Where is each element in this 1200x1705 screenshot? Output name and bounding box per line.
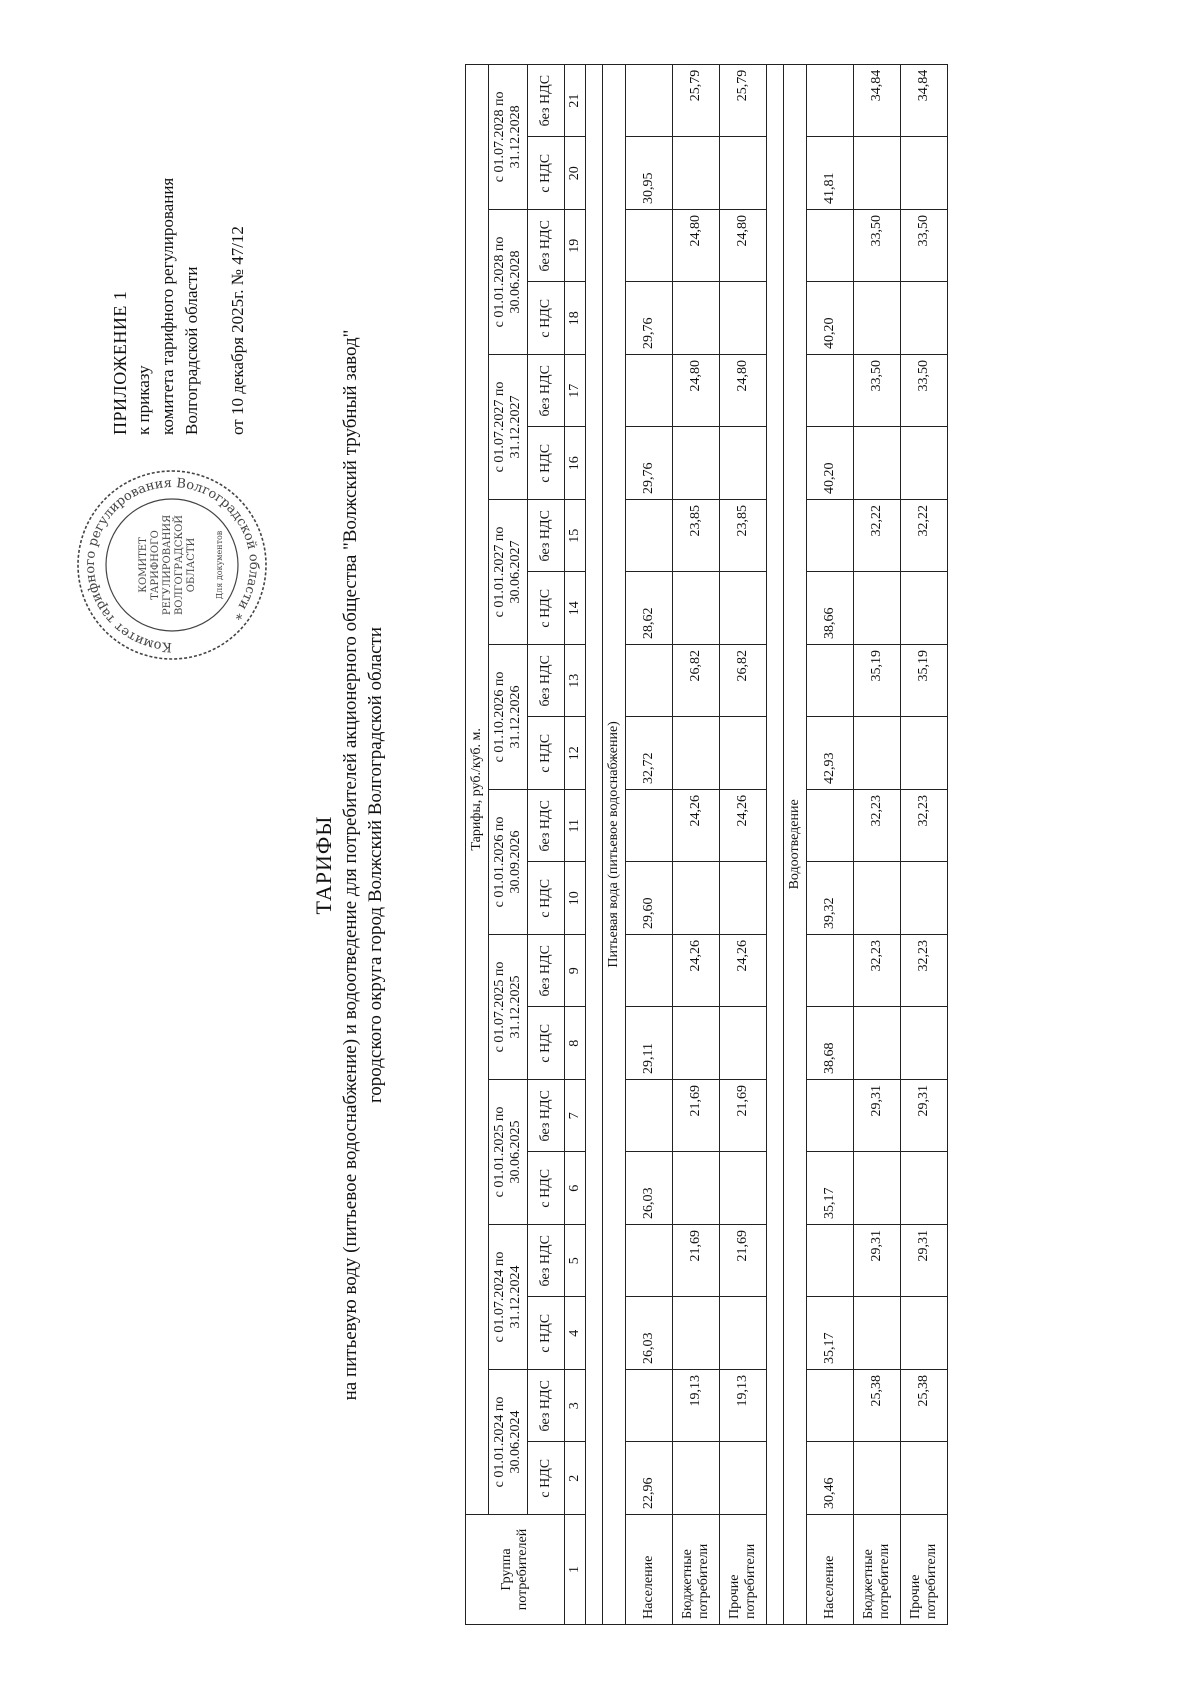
tariff-without-vat: 35,19 — [854, 645, 901, 718]
tariff-with-vat: 26,03 — [626, 1297, 673, 1370]
tariff-with-vat — [720, 1152, 767, 1225]
column-number: 18 — [565, 282, 586, 355]
tariff-with-vat — [854, 1297, 901, 1370]
document-title: ТАРИФЫ — [311, 815, 336, 915]
tariff-without-vat: 33,50 — [901, 355, 948, 428]
tariff-with-vat — [673, 1007, 720, 1080]
tariff-without-vat: 25,38 — [854, 1370, 901, 1443]
tariff-without-vat: 26,82 — [720, 645, 767, 718]
tariff-with-vat — [901, 1007, 948, 1080]
without-vat-header: без НДС — [528, 1080, 565, 1153]
tariff-with-vat: 29,76 — [626, 427, 673, 500]
tariff-without-vat: 25,79 — [720, 64, 767, 137]
with-vat-header: с НДС — [528, 1007, 565, 1080]
tariff-without-vat — [626, 500, 673, 573]
with-vat-header: с НДС — [528, 717, 565, 790]
period-header: с 01.01.2024 по 30.06.2024 — [489, 1370, 528, 1515]
tariff-without-vat: 24,80 — [673, 355, 720, 428]
tariff-without-vat: 32,23 — [901, 790, 948, 863]
tariff-without-vat: 26,82 — [673, 645, 720, 718]
with-vat-header: с НДС — [528, 1442, 565, 1515]
tariff-without-vat: 25,79 — [673, 64, 720, 137]
tariff-with-vat — [720, 282, 767, 355]
table-row — [626, 64, 673, 1624]
document-subtitle-1: на питьевую воду (питьевое водоснабжение) и водоотведение для потребителей акционерного общества "Волжский трубный завод" — [340, 329, 361, 1401]
tariff-without-vat: 33,50 — [854, 210, 901, 283]
table-row — [807, 64, 854, 1624]
period-header: с 01.07.2028 по 31.12.2028 — [489, 64, 528, 209]
seal-center-line: ТАРИФНОГО — [150, 530, 161, 600]
column-number: 6 — [565, 1152, 586, 1225]
tariff-with-vat: 35,17 — [807, 1297, 854, 1370]
section-title: Водоотведение — [784, 64, 807, 1624]
column-number: 12 — [565, 717, 586, 790]
consumer-group: Бюджетные потребители — [854, 1515, 901, 1625]
tariff-with-vat — [901, 1297, 948, 1370]
tariff-without-vat: 21,69 — [673, 1225, 720, 1298]
column-number: 20 — [565, 137, 586, 210]
period-header: с 01.10.2026 по 31.12.2026 — [489, 645, 528, 790]
column-number: 5 — [565, 1225, 586, 1298]
column-number: 14 — [565, 572, 586, 645]
tariff-without-vat — [807, 1080, 854, 1153]
tariff-without-vat — [807, 355, 854, 428]
period-header: с 01.07.2025 по 31.12.2025 — [489, 935, 528, 1080]
tariff-with-vat: 41,81 — [807, 137, 854, 210]
appendix-line-3: Волгоградской области — [182, 266, 201, 435]
consumer-group: Население — [807, 1515, 854, 1625]
appendix-block — [108, 75, 250, 435]
tariff-without-vat: 33,50 — [901, 210, 948, 283]
column-number: 2 — [565, 1442, 586, 1515]
with-vat-header: с НДС — [528, 137, 565, 210]
tariff-with-vat — [673, 1442, 720, 1515]
tariff-with-vat — [673, 717, 720, 790]
without-vat-header: без НДС — [528, 500, 565, 573]
seal-center-line: ОБЛАСТИ — [186, 537, 197, 593]
tariff-with-vat — [720, 1297, 767, 1370]
tariff-without-vat — [626, 64, 673, 137]
period-header: с 01.01.2027 по 30.06.2027 — [489, 500, 528, 645]
tariff-without-vat: 33,50 — [854, 355, 901, 428]
seal-center-line: ВОЛГОГРАДСКОЙ — [174, 514, 185, 616]
with-vat-header: с НДС — [528, 282, 565, 355]
tariff-without-vat: 34,84 — [901, 64, 948, 137]
tariff-without-vat: 29,31 — [854, 1080, 901, 1153]
tariff-without-vat: 29,31 — [854, 1225, 901, 1298]
tariff-with-vat — [901, 282, 948, 355]
tariff-table — [465, 64, 948, 1625]
tariff-with-vat: 28,62 — [626, 572, 673, 645]
tariff-with-vat: 38,68 — [807, 1007, 854, 1080]
tariff-with-vat — [854, 1442, 901, 1515]
column-number: 1 — [565, 1515, 586, 1625]
tariff-without-vat: 19,13 — [673, 1370, 720, 1443]
tariff-with-vat: 38,66 — [807, 572, 854, 645]
without-vat-header: без НДС — [528, 935, 565, 1008]
tariff-with-vat — [673, 427, 720, 500]
tariff-without-vat — [807, 210, 854, 283]
tariffs-header: Тарифы, руб./куб. м. — [466, 64, 489, 1514]
without-vat-header: без НДС — [528, 1370, 565, 1443]
tariff-without-vat: 23,85 — [673, 500, 720, 573]
tariff-without-vat: 32,23 — [854, 935, 901, 1008]
period-header: с 01.01.2026 по 30.09.2026 — [489, 790, 528, 935]
spacer-row — [767, 64, 784, 1624]
table-row — [854, 64, 901, 1624]
tariff-with-vat — [901, 862, 948, 935]
column-number: 17 — [565, 355, 586, 428]
tariff-without-vat: 34,84 — [854, 64, 901, 137]
column-number: 3 — [565, 1370, 586, 1443]
column-number: 7 — [565, 1080, 586, 1153]
tariff-without-vat: 24,80 — [720, 210, 767, 283]
tariff-without-vat — [626, 355, 673, 428]
tariff-with-vat — [854, 1152, 901, 1225]
tariff-without-vat: 24,26 — [673, 935, 720, 1008]
tariff-with-vat — [673, 572, 720, 645]
tariff-with-vat: 29,76 — [626, 282, 673, 355]
tariff-without-vat — [807, 1370, 854, 1443]
official-seal-stamp — [72, 465, 272, 665]
consumer-group: Бюджетные потребители — [673, 1515, 720, 1625]
without-vat-header: без НДС — [528, 790, 565, 863]
column-number: 4 — [565, 1297, 586, 1370]
period-header: с 01.01.2028 по 30.06.2028 — [489, 210, 528, 355]
tariff-with-vat: 26,03 — [626, 1152, 673, 1225]
appendix-title: ПРИЛОЖЕНИЕ 1 — [110, 290, 130, 435]
tariff-with-vat — [673, 137, 720, 210]
tariff-with-vat: 30,95 — [626, 137, 673, 210]
tariff-without-vat: 24,26 — [720, 935, 767, 1008]
tariff-with-vat: 30,46 — [807, 1442, 854, 1515]
tariff-with-vat — [901, 572, 948, 645]
document-heading — [310, 165, 388, 1565]
tariff-without-vat — [807, 1225, 854, 1298]
tariff-with-vat: 29,60 — [626, 862, 673, 935]
consumer-group: Население — [626, 1515, 673, 1625]
with-vat-header: с НДС — [528, 1152, 565, 1225]
tariff-without-vat — [807, 790, 854, 863]
tariff-without-vat — [626, 645, 673, 718]
tariff-without-vat — [807, 935, 854, 1008]
without-vat-header: без НДС — [528, 1225, 565, 1298]
tariff-with-vat: 32,72 — [626, 717, 673, 790]
tariff-with-vat — [854, 572, 901, 645]
tariff-without-vat: 21,69 — [720, 1225, 767, 1298]
tariff-without-vat — [626, 1080, 673, 1153]
period-header: с 01.07.2024 по 31.12.2024 — [489, 1225, 528, 1370]
table-row — [673, 64, 720, 1624]
with-vat-header: с НДС — [528, 572, 565, 645]
tariff-with-vat — [854, 717, 901, 790]
period-header: с 01.01.2025 по 30.06.2025 — [489, 1080, 528, 1225]
tariff-without-vat — [626, 935, 673, 1008]
tariff-without-vat — [626, 790, 673, 863]
column-number: 16 — [565, 427, 586, 500]
column-number: 11 — [565, 790, 586, 863]
tariff-with-vat: 29,11 — [626, 1007, 673, 1080]
group-header: Группа потребителей — [466, 1515, 565, 1625]
seal-bottom-text: Для документов — [215, 530, 224, 600]
seal-center-line: КОМИТЕТ — [138, 537, 149, 593]
tariff-with-vat — [901, 1152, 948, 1225]
tariff-without-vat — [626, 1370, 673, 1443]
consumer-group: Прочие потребители — [901, 1515, 948, 1625]
without-vat-header: без НДС — [528, 645, 565, 718]
tariff-with-vat — [901, 1442, 948, 1515]
tariff-with-vat — [854, 1007, 901, 1080]
tariff-without-vat: 19,13 — [720, 1370, 767, 1443]
with-vat-header: с НДС — [528, 862, 565, 935]
tariff-with-vat — [673, 1297, 720, 1370]
tariff-with-vat: 42,93 — [807, 717, 854, 790]
tariff-without-vat — [807, 645, 854, 718]
tariff-without-vat: 24,80 — [720, 355, 767, 428]
tariff-with-vat: 40,20 — [807, 427, 854, 500]
tariff-without-vat — [626, 210, 673, 283]
table-row — [720, 64, 767, 1624]
section-title: Питьевая вода (питьевое водоснабжение) — [603, 64, 626, 1624]
with-vat-header: с НДС — [528, 1297, 565, 1370]
tariff-with-vat — [901, 427, 948, 500]
column-number: 15 — [565, 500, 586, 573]
column-number: 10 — [565, 862, 586, 935]
column-number: 19 — [565, 210, 586, 283]
document-subtitle-2: городского округа город Волжский Волгоградской области — [365, 626, 386, 1104]
seal-center-line: РЕГУЛИРОВАНИЯ — [162, 514, 173, 616]
appendix-date: от 10 декабря 2025г. № 47/12 — [228, 226, 247, 435]
tariff-without-vat: 29,31 — [901, 1225, 948, 1298]
tariff-with-vat: 22,96 — [626, 1442, 673, 1515]
tariff-without-vat: 24,80 — [673, 210, 720, 283]
tariff-with-vat — [854, 862, 901, 935]
tariff-without-vat: 21,69 — [673, 1080, 720, 1153]
tariff-with-vat — [720, 1442, 767, 1515]
table-row — [901, 64, 948, 1624]
tariff-with-vat — [720, 427, 767, 500]
tariff-without-vat: 23,85 — [720, 500, 767, 573]
column-number: 8 — [565, 1007, 586, 1080]
tariff-with-vat — [720, 862, 767, 935]
tariff-without-vat — [626, 1225, 673, 1298]
tariff-with-vat — [673, 282, 720, 355]
with-vat-header: с НДС — [528, 427, 565, 500]
column-number: 9 — [565, 935, 586, 1008]
tariff-with-vat — [673, 1152, 720, 1225]
tariff-with-vat — [720, 1007, 767, 1080]
tariff-with-vat — [854, 137, 901, 210]
tariff-without-vat: 24,26 — [720, 790, 767, 863]
tariff-without-vat: 21,69 — [720, 1080, 767, 1153]
tariff-with-vat: 40,20 — [807, 282, 854, 355]
tariff-with-vat — [720, 717, 767, 790]
period-header: с 01.07.2027 по 31.12.2027 — [489, 355, 528, 500]
tariff-with-vat — [901, 137, 948, 210]
consumer-group: Прочие потребители — [720, 1515, 767, 1625]
tariff-with-vat — [901, 717, 948, 790]
without-vat-header: без НДС — [528, 355, 565, 428]
tariff-without-vat: 32,23 — [854, 790, 901, 863]
tariff-with-vat: 35,17 — [807, 1152, 854, 1225]
appendix-line-2: комитета тарифного регулирования — [158, 177, 177, 435]
without-vat-header: без НДС — [528, 64, 565, 137]
tariff-without-vat: 24,26 — [673, 790, 720, 863]
tariff-without-vat — [807, 500, 854, 573]
tariff-with-vat: 39,32 — [807, 862, 854, 935]
appendix-line-1: к приказу — [134, 365, 153, 435]
tariff-without-vat: 25,38 — [901, 1370, 948, 1443]
tariff-with-vat — [720, 137, 767, 210]
tariff-without-vat: 32,22 — [854, 500, 901, 573]
column-number: 21 — [565, 64, 586, 137]
tariff-with-vat — [673, 862, 720, 935]
spacer-row — [586, 64, 603, 1624]
tariff-with-vat — [854, 427, 901, 500]
tariff-with-vat — [720, 572, 767, 645]
column-number: 13 — [565, 645, 586, 718]
tariff-without-vat — [807, 64, 854, 137]
without-vat-header: без НДС — [528, 210, 565, 283]
tariff-without-vat: 35,19 — [901, 645, 948, 718]
tariff-without-vat: 32,23 — [901, 935, 948, 1008]
tariff-without-vat: 29,31 — [901, 1080, 948, 1153]
tariff-with-vat — [854, 282, 901, 355]
seal-center-text — [138, 515, 197, 615]
seal-ring-text: Комитет тарифного регулирования Волгоградской области * — [82, 475, 262, 655]
tariff-without-vat: 32,22 — [901, 500, 948, 573]
